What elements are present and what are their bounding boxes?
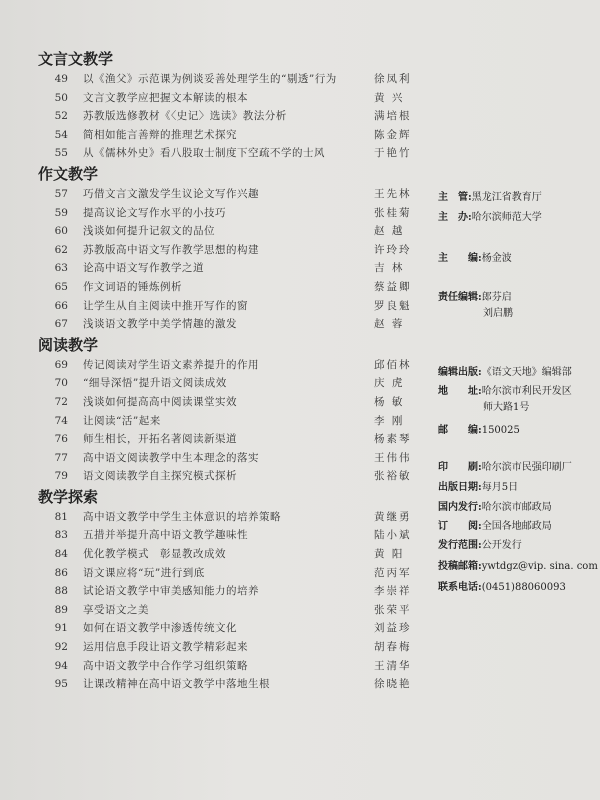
page-number: 52 <box>54 110 68 123</box>
masthead-supervisor <box>438 188 542 203</box>
article-author: 罗良魁 <box>374 299 412 312</box>
page-number: 81 <box>54 510 68 523</box>
publisher-label: 编辑出版: <box>438 367 482 378</box>
article-author: 杨素琴 <box>374 433 412 446</box>
page-number: 65 <box>54 280 68 293</box>
sponsor-label: 主 办: <box>438 212 472 223</box>
masthead-phone <box>438 578 566 593</box>
section-title: 阅读教学 <box>38 335 99 354</box>
article-title: 传记阅读对学生语文素养提升的作用 <box>83 358 259 371</box>
email-label: 投稿邮箱: <box>438 561 482 572</box>
sponsor-value: 哈尔滨师范大学 <box>471 212 542 223</box>
toc-entry <box>38 126 458 145</box>
page-number: 54 <box>54 128 68 141</box>
article-title: “细导深悟”提升语文阅读成效 <box>83 377 227 390</box>
email-value: ywtdgz@vip. sina. com <box>481 561 598 572</box>
page-number: 55 <box>54 147 68 160</box>
article-title: 运用信息手段让语文教学精彩起来 <box>83 641 248 654</box>
supervisor-value: 黑龙江省教育厅 <box>471 192 542 203</box>
page-number: 95 <box>54 678 68 691</box>
toc-entry <box>38 297 458 316</box>
section-title: 教学探索 <box>38 487 99 506</box>
article-author: 李崇祥 <box>374 585 412 598</box>
article-author: 王伟伟 <box>374 451 412 464</box>
page-number: 88 <box>54 585 68 598</box>
toc-entry <box>38 675 458 694</box>
article-author: 陈金辉 <box>374 128 412 141</box>
masthead-printer <box>438 458 572 473</box>
editor-label: 主 编: <box>438 253 482 264</box>
scope-value: 公开发行 <box>481 540 522 551</box>
printer-label: 印 刷: <box>438 462 482 473</box>
article-author: 范丙军 <box>374 566 412 579</box>
masthead-responsible-editor <box>438 288 513 319</box>
subscribe-value: 全国各地邮政局 <box>481 521 552 532</box>
toc-entry <box>38 315 458 334</box>
toc-entry <box>38 89 458 108</box>
toc-entry <box>38 107 458 126</box>
toc-entry <box>38 374 458 393</box>
toc-entry <box>38 601 458 620</box>
article-author: 蔡益卿 <box>374 280 412 293</box>
article-author: 赵 蓉 <box>374 318 405 331</box>
article-author: 王清华 <box>374 659 412 672</box>
phone-value: (0451)88060093 <box>481 582 566 593</box>
article-author: 赵 越 <box>374 225 405 238</box>
toc-entry <box>38 412 458 431</box>
masthead-postcode <box>438 421 520 436</box>
toc-entry <box>38 393 458 412</box>
article-title: 苏教版选修教材《〈史记〉选读》教法分析 <box>83 110 287 123</box>
editor-value: 杨金波 <box>481 253 512 264</box>
article-author: 黄 兴 <box>374 91 405 104</box>
postcode-label: 邮 编: <box>438 425 482 436</box>
toc-entry <box>38 185 458 204</box>
page-number: 94 <box>54 659 68 672</box>
address-value: 哈尔滨市利民开发区 <box>481 386 572 397</box>
page-number: 83 <box>54 529 68 542</box>
article-title: 语文课应将“玩”进行到底 <box>83 566 205 579</box>
article-author: 陆小斌 <box>374 529 412 542</box>
page-number: 91 <box>54 622 68 635</box>
article-author: 黄 阳 <box>374 548 405 561</box>
page-number: 69 <box>54 358 68 371</box>
scope-label: 发行范围: <box>438 540 482 551</box>
article-author: 满培根 <box>374 110 412 123</box>
address-value-2: 师大路1号 <box>483 402 530 413</box>
article-author: 胡春梅 <box>374 641 412 654</box>
article-author: 杨 敏 <box>374 395 405 408</box>
toc-entry <box>38 564 458 583</box>
page-number: 84 <box>54 548 68 561</box>
article-author: 李 刚 <box>374 414 405 427</box>
toc-entry <box>38 144 458 163</box>
page-number: 77 <box>54 451 68 464</box>
toc-entry <box>38 259 458 278</box>
masthead-publisher <box>438 363 572 378</box>
article-title: 高中语文阅读教学中生本理念的落实 <box>83 451 259 464</box>
article-title: 让课改精神在高中语文教学中落地生根 <box>83 678 270 691</box>
toc-entry <box>38 619 458 638</box>
article-title: 五措并举提升高中语文教学趣味性 <box>83 529 248 542</box>
masthead-email <box>438 557 598 572</box>
pub-date-label: 出版日期: <box>438 482 482 493</box>
article-title: 师生相长，开拓名著阅读新渠道 <box>83 433 237 446</box>
pub-date-value: 每月5日 <box>481 482 519 493</box>
article-author: 张裕敏 <box>374 470 412 483</box>
section-title: 文言文教学 <box>38 50 114 68</box>
responsible-editor-value-2: 刘启鹏 <box>483 308 513 319</box>
publisher-value: 《语文天地》编辑部 <box>481 367 572 378</box>
article-title: 作文词语的锤炼例析 <box>83 280 182 293</box>
subscribe-label: 订 阅: <box>438 521 482 532</box>
toc-entry <box>38 241 458 260</box>
page-number: 59 <box>54 206 68 219</box>
page-number: 79 <box>54 470 68 483</box>
article-title: 高中语文教学中合作学习组织策略 <box>83 659 248 672</box>
article-title: 提高议论文写作水平的小技巧 <box>83 206 226 219</box>
article-author: 徐晓艳 <box>374 678 412 691</box>
article-title: 浅谈语文教学中美学情趣的激发 <box>83 318 237 331</box>
page-number: 76 <box>54 433 68 446</box>
printer-value: 哈尔滨市民强印刷厂 <box>481 462 572 473</box>
article-title: 苏教版高中语文写作教学思想的构建 <box>83 243 259 256</box>
toc-entry <box>38 545 458 564</box>
masthead-sponsor <box>438 208 542 223</box>
article-title: 优化教学模式 彰显教改成效 <box>83 548 226 561</box>
masthead <box>438 0 600 800</box>
article-title: 语文阅读教学自主探究模式探析 <box>83 470 237 483</box>
section-title: 作文教学 <box>38 164 99 183</box>
article-title: 享受语文之美 <box>83 603 149 616</box>
article-author: 刘益珍 <box>374 622 412 635</box>
page-number: 49 <box>54 73 68 85</box>
article-author: 庆 虎 <box>374 377 405 390</box>
article-author: 张桂菊 <box>374 206 412 219</box>
responsible-editor-value: 郎芬启 <box>481 292 512 303</box>
masthead-domestic <box>438 498 552 513</box>
article-title: 以《渔父》示范课为例谈妥善处理学生的“剔透”行为 <box>83 73 337 85</box>
toc-entry <box>38 278 458 297</box>
article-author: 吉 林 <box>374 262 405 275</box>
page-number: 60 <box>54 225 68 238</box>
article-title: 从《儒林外史》看八股取士制度下空疏不学的士风 <box>83 147 325 160</box>
responsible-editor-label: 责任编辑: <box>438 292 482 303</box>
page-number: 67 <box>54 318 68 331</box>
article-author: 黄继勇 <box>374 510 412 523</box>
page-number: 70 <box>54 377 68 390</box>
page-number: 63 <box>54 262 68 275</box>
toc-entry <box>38 638 458 657</box>
toc-entry <box>38 70 458 89</box>
masthead-scope <box>438 536 522 551</box>
article-title: 让阅读“活”起来 <box>83 414 161 427</box>
domestic-value: 哈尔滨市邮政局 <box>481 502 552 513</box>
article-title: 文言文教学应把握文本解读的根本 <box>83 91 248 104</box>
toc-entry <box>38 222 458 241</box>
toc-entry <box>38 430 458 449</box>
masthead-editor <box>438 249 512 264</box>
article-author: 许玲玲 <box>374 243 412 256</box>
supervisor-label: 主 管: <box>438 192 472 203</box>
domestic-label: 国内发行: <box>438 502 482 513</box>
toc-entry <box>38 204 458 223</box>
toc-entry <box>38 582 458 601</box>
table-of-contents <box>38 48 458 694</box>
article-title: 巧借文言文激发学生议论文写作兴趣 <box>83 187 259 200</box>
toc-entry <box>38 356 458 375</box>
page-number: 50 <box>54 91 68 104</box>
article-author: 徐凤利 <box>374 73 412 85</box>
phone-label: 联系电话: <box>438 582 482 593</box>
masthead-subscribe <box>438 517 552 532</box>
toc-entry <box>38 449 458 468</box>
page-number: 62 <box>54 243 68 256</box>
page-number: 92 <box>54 641 68 654</box>
article-title: 浅谈如何提高高中阅读课堂实效 <box>83 395 237 408</box>
article-author: 于艳竹 <box>374 147 412 160</box>
page-number: 86 <box>54 566 68 579</box>
article-title: 如何在语文教学中渗透传统文化 <box>83 622 237 635</box>
postcode-value: 150025 <box>481 425 520 436</box>
article-title: 高中语文教学中学生主体意识的培养策略 <box>83 510 281 523</box>
masthead-address <box>438 382 572 413</box>
toc-entry <box>38 657 458 676</box>
page-number: 74 <box>54 414 68 427</box>
page-number: 57 <box>54 187 68 200</box>
masthead-pub-date <box>438 478 518 493</box>
article-title: 论高中语文写作教学之道 <box>83 262 204 275</box>
page-number: 89 <box>54 603 68 616</box>
article-title: 简相如能言善辩的推理艺术探究 <box>83 128 237 141</box>
article-title: 让学生从自主阅读中推开写作的窗 <box>83 299 248 312</box>
toc-entry <box>38 467 458 486</box>
page-number: 66 <box>54 299 68 312</box>
page-number: 72 <box>54 395 68 408</box>
address-label: 地 址: <box>438 386 482 397</box>
article-author: 王先林 <box>374 187 412 200</box>
article-title: 浅谈如何提升记叙文的品位 <box>83 225 215 238</box>
article-author: 邱佰林 <box>374 358 412 371</box>
article-author: 张荣平 <box>374 603 412 616</box>
toc-entry <box>38 526 458 545</box>
article-title: 试论语文教学中审美感知能力的培养 <box>83 585 259 598</box>
toc-entry <box>38 508 458 527</box>
